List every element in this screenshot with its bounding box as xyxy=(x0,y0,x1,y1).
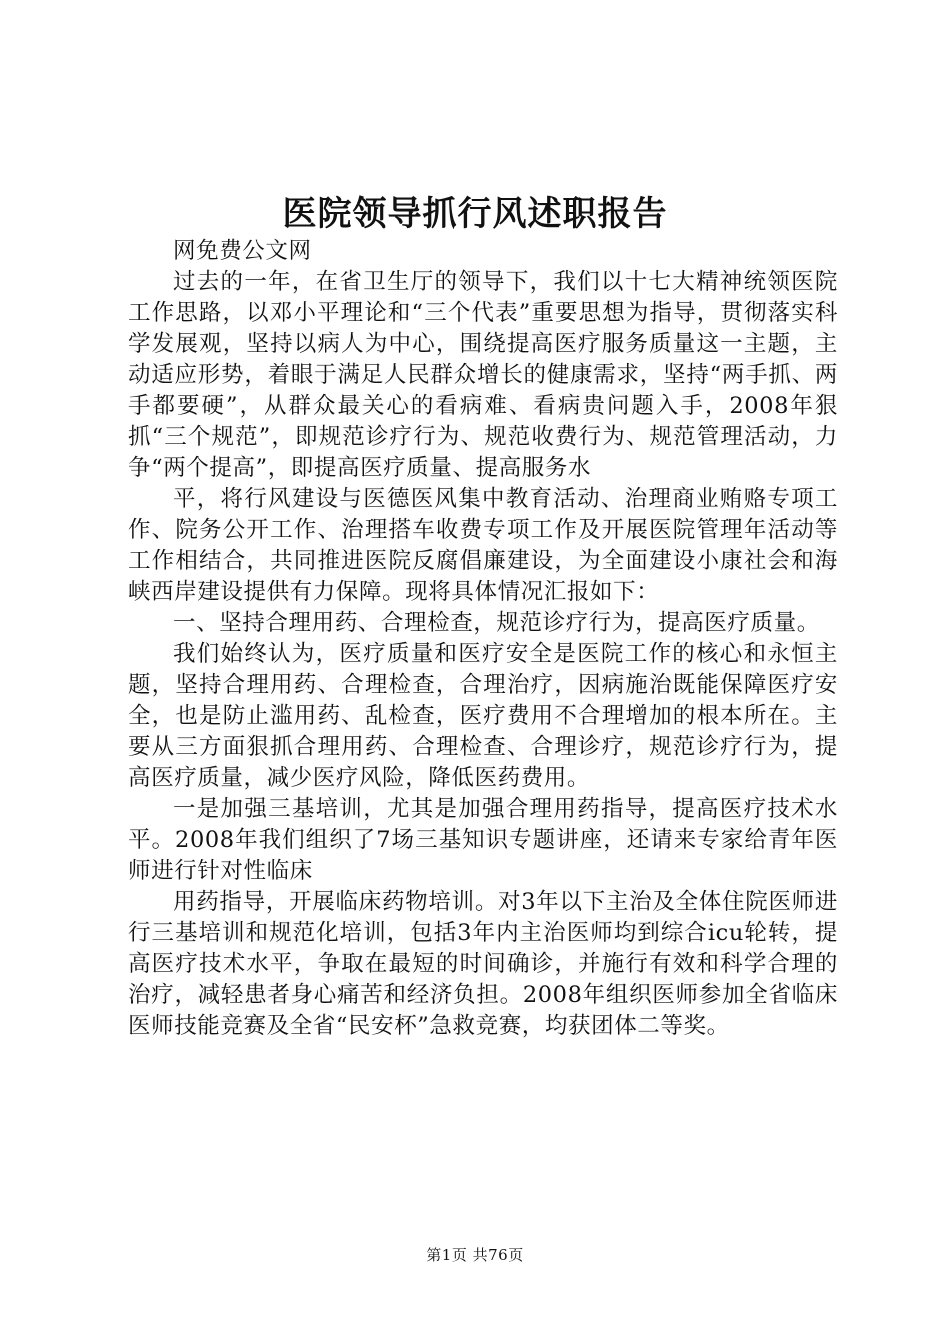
document-body xyxy=(128,236,838,1042)
source-line: 网免费公文网 xyxy=(173,238,312,264)
paragraph-intro-continued: 平，将行风建设与医德医风集中教育活动、治理商业贿赂专项工作、院务公开工作、治理搭车收费专项工作及开展医院管理年活动等工作相结合，共同推进医院反腐倡廉建设，为全面建设小康社会和海峡西岸建设提供有力保障。现将具体情况汇报如下： xyxy=(128,486,838,605)
page-number-footer: 第1页 共76页 xyxy=(426,1246,524,1264)
paragraph-intro: 过去的一年，在省卫生厅的领导下，我们以十七大精神统领医院工作思路，以邓小平理论和“三个代表”重要思想为指导，贯彻落实科学发展观，坚持以病人为中心，围绕提高医疗服务质量这一主题，主动适应形势，着眼于满足人民群众增长的健康需求，坚持“两手抓、两手都要硬”，从群众最关心的看病难、看病贵问题入手，2008年狠抓“三个规范”，即规范诊疗行为、规范收费行为、规范管理活动，力争“两个提高”，即提高医疗质量、提高服务水 xyxy=(128,269,838,481)
paragraph-training-continued: 用药指导，开展临床药物培训。对3年以下主治及全体住院医师进行三基培训和规范化培训，包括3年内主治医师均到综合icu轮转，提高医疗技术水平，争取在最短的时间确诊，并施行有效和科学合理的治疗，减轻患者身心痛苦和经济负担。2008年组织医师参加全省临床医师技能竞赛及全省“民安杯”急救竞赛，均获团体二等奖。 xyxy=(128,889,838,1039)
section-heading-one: 一、坚持合理用药、合理检查，规范诊疗行为，提高医疗质量。 xyxy=(173,610,820,636)
paragraph-training: 一是加强三基培训，尤其是加强合理用药指导，提高医疗技术水平。2008年我们组织了7场三基知识专题讲座，还请来专家给青年医师进行针对性临床 xyxy=(128,796,838,884)
paragraph-quality: 我们始终认为，医疗质量和医疗安全是医院工作的核心和永恒主题，坚持合理用药、合理检查，合理治疗，因病施治既能保障医疗安全，也是防止滥用药、乱检查，医疗费用不合理增加的根本所在。主要从三方面狠抓合理用药、合理检查、合理诊疗，规范诊疗行为，提高医疗质量，减少医疗风险，降低医药费用。 xyxy=(128,641,838,791)
document-title: 医院领导抓行风述职报告 xyxy=(282,194,668,234)
